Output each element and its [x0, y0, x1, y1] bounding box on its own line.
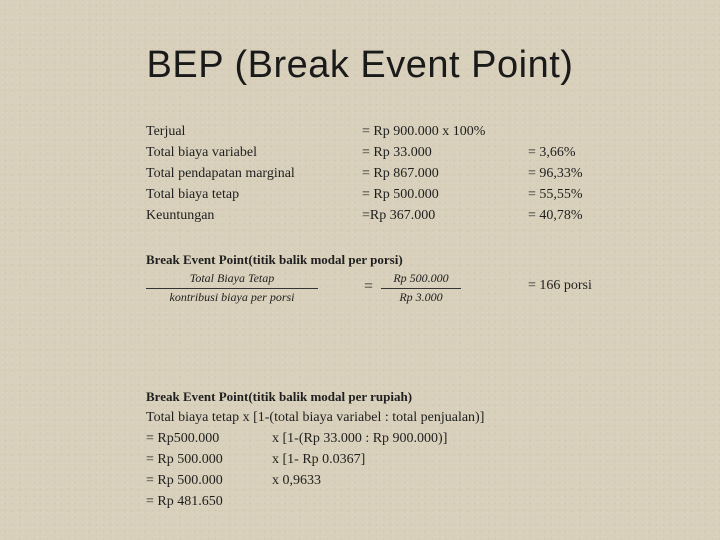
value-denominator: Rp 3.000 [399, 290, 443, 304]
formula-numerator: Total Biaya Tetap [189, 271, 275, 285]
row-value: = Rp 900.000 x 100% [362, 124, 486, 139]
row-label: Keuntungan [146, 208, 215, 223]
step-left: = Rp 500.000 [146, 452, 223, 467]
value-numerator: Rp 500.000 [393, 271, 449, 285]
bep-formula-fraction [146, 271, 318, 305]
row-percent: = 40,78% [528, 208, 583, 223]
row-label: Terjual [146, 124, 186, 139]
page-title: BEP (Break Event Point) [146, 44, 574, 86]
step-left: = Rp 481.650 [146, 494, 223, 509]
row-label: Total pendapatan marginal [146, 166, 295, 181]
bep-rupiah-formula: Total biaya tetap x [1-(total biaya variabel : total penjualan)] [146, 410, 485, 425]
row-label: Total biaya variabel [146, 145, 257, 160]
step-right: x 0,9633 [272, 473, 321, 488]
row-value: = Rp 867.000 [362, 166, 439, 181]
step-right: x [1-(Rp 33.000 : Rp 900.000)] [272, 431, 448, 446]
row-percent: = 96,33% [528, 166, 583, 181]
formula-denominator: kontribusi biaya per porsi [169, 290, 295, 304]
row-percent: = 55,55% [528, 187, 583, 202]
bep-porsi-heading: Break Event Point(titik balik modal per porsi) [146, 252, 403, 267]
step-left: = Rp 500.000 [146, 473, 223, 488]
bep-porsi-result: = 166 porsi [528, 278, 592, 293]
row-value: =Rp 367.000 [362, 208, 436, 223]
step-right: x [1- Rp 0.0367] [272, 452, 366, 467]
row-percent: = 3,66% [528, 145, 576, 160]
row-label: Total biaya tetap [146, 187, 240, 202]
row-value: = Rp 500.000 [362, 187, 439, 202]
step-left: = Rp500.000 [146, 431, 220, 446]
equals-sign: = [364, 278, 374, 295]
bep-value-fraction [381, 271, 461, 305]
bep-rupiah-heading: Break Event Point(titik balik modal per rupiah) [146, 389, 413, 404]
row-value: = Rp 33.000 [362, 145, 432, 160]
